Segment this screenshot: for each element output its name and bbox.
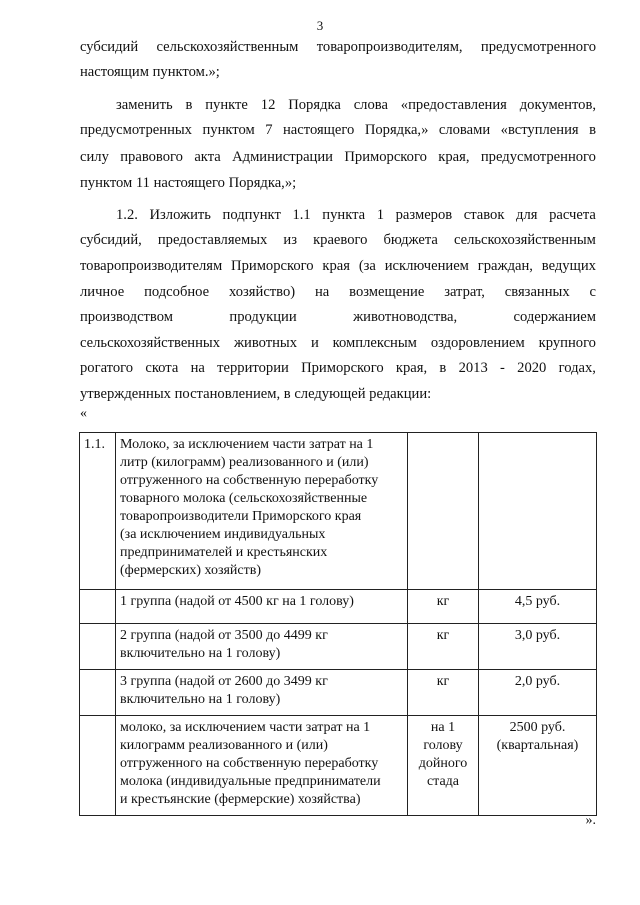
rates-table: [79, 432, 597, 816]
text-word: документов,: [519, 97, 596, 113]
text-word: в: [185, 97, 193, 113]
table-row: [80, 590, 597, 624]
cell-line: кг: [436, 674, 450, 689]
cell-line: Молоко, за исключением части затрат на 1: [120, 437, 374, 452]
text-word: «вступления: [500, 122, 579, 138]
text-word: подсобное: [144, 284, 210, 300]
text-word: края: [322, 258, 350, 274]
cell-line: 2,0 руб.: [514, 674, 561, 689]
item-number-cell: [80, 624, 116, 670]
cell-line: 3,0 руб.: [514, 628, 561, 643]
text-word: 1.1: [292, 207, 311, 223]
text-word: товаропроизводителям,: [316, 39, 463, 55]
text-word: субсидий: [80, 39, 139, 55]
text-word: сельскохозяйственным: [156, 39, 299, 55]
description-cell: [116, 670, 408, 716]
cell-line: килограмм реализованного и (или): [120, 738, 328, 753]
text-line: [80, 358, 596, 378]
cell-line: товаропроизводители Приморского края: [120, 509, 362, 524]
text-line: [80, 256, 596, 276]
text-word: 1: [376, 207, 385, 223]
text-word: предусмотренных: [80, 122, 192, 138]
text-word: ведущих: [541, 258, 596, 274]
text-word: личное: [80, 284, 125, 300]
cell-line: литр (килограмм) реализованного и (или): [120, 455, 369, 470]
text-word: и: [310, 335, 319, 351]
text-word: рогатого: [80, 360, 134, 376]
text-word: 12: [260, 97, 276, 113]
rate-cell: [479, 624, 597, 670]
text-word: (за: [358, 258, 376, 274]
text-line: [80, 37, 596, 57]
text-word: возмещение: [349, 284, 425, 300]
text-word: подпункт: [222, 207, 281, 223]
table-row: [80, 433, 597, 590]
item-number-cell: [80, 590, 116, 624]
text-word: Администрации: [232, 149, 333, 165]
cell-line: 1 группа (надой от 4500 кг на 1 голову): [120, 594, 354, 609]
cell-line: молоко, за исключением части затрат на 1: [120, 720, 371, 735]
table-row: [80, 716, 597, 816]
text-word: хозяйство): [229, 284, 296, 300]
text-word: животных: [233, 335, 298, 351]
text-word: в: [589, 122, 596, 138]
text-word: производством: [80, 309, 173, 325]
cell-line: 2 группа (надой от 3500 до 4499 кг: [120, 628, 328, 643]
text-word: Приморского: [301, 360, 384, 376]
text-word: пунктом: [202, 122, 255, 138]
text-word: исключением: [384, 258, 469, 274]
text-word: 2013: [458, 360, 488, 376]
text-line: [80, 147, 596, 167]
description-cell: [116, 716, 408, 816]
rate-cell: [479, 716, 597, 816]
text-line: [80, 282, 596, 302]
text-word: животноводства,: [353, 309, 458, 325]
cell-line: товарного молока (сельскохозяйственные: [120, 491, 368, 506]
text-word: Порядка,»: [364, 122, 429, 138]
text-line: [80, 307, 596, 327]
text-word: предоставляемых: [157, 232, 268, 248]
text-word: заменить: [116, 97, 173, 113]
description-cell: [116, 590, 408, 624]
opening-quote: «: [80, 406, 87, 421]
cell-line: (квартальная): [496, 738, 579, 753]
text-word: комплексным: [332, 335, 417, 351]
text-word: на: [190, 360, 205, 376]
text-word: продукции: [229, 309, 297, 325]
text-word: размеров: [395, 207, 453, 223]
text-word: слова: [353, 97, 388, 113]
unit-cell: [408, 590, 479, 624]
cell-line: кг: [436, 594, 450, 609]
text-line: [116, 205, 596, 225]
page-number: 3: [316, 18, 324, 33]
text-word: расчета: [549, 207, 596, 223]
cell-line: дойного: [418, 756, 468, 771]
text-word: правового: [120, 149, 183, 165]
item-number-cell: 1.1.: [80, 433, 116, 590]
cell-line: 2500 руб.: [509, 720, 566, 735]
text-word: настоящего: [283, 122, 355, 138]
text-word: крупного: [538, 335, 596, 351]
text-word: «предоставления: [400, 97, 507, 113]
unit-cell: [408, 433, 479, 590]
text-word: Приморского: [231, 258, 314, 274]
text-word: предусмотренного: [480, 149, 596, 165]
text-line: настоящим пунктом.»;: [80, 64, 220, 80]
text-word: 2020: [517, 360, 547, 376]
text-line: [80, 230, 596, 250]
text-word: Приморского: [344, 149, 427, 165]
cell-line: (фермерских) хозяйств): [120, 563, 262, 578]
rate-cell: [479, 670, 597, 716]
text-word: силу: [80, 149, 109, 165]
cell-line: кг: [436, 628, 450, 643]
text-word: края,: [438, 149, 470, 165]
text-word: годах,: [558, 360, 596, 376]
text-word: на: [315, 284, 330, 300]
cell-line: отгруженного на собственную переработку: [120, 473, 379, 488]
closing-quote: ».: [585, 813, 596, 828]
text-word: сельскохозяйственным: [453, 232, 596, 248]
text-line: [116, 95, 596, 115]
description-cell: [116, 624, 408, 670]
cell-line: включительно на 1 голову): [120, 646, 281, 661]
text-word: Порядка: [288, 97, 341, 113]
text-line: [80, 120, 596, 140]
text-word: 7: [265, 122, 273, 138]
text-word: из: [283, 232, 297, 248]
unit-cell: [408, 716, 479, 816]
text-word: в: [439, 360, 447, 376]
text-word: пункте: [205, 97, 248, 113]
unit-cell: [408, 624, 479, 670]
cell-line: на 1: [430, 720, 456, 735]
text-word: содержанием: [513, 309, 596, 325]
text-word: Изложить: [149, 207, 211, 223]
text-word: краевого: [313, 232, 368, 248]
cell-line: включительно на 1 голову): [120, 692, 281, 707]
text-word: пункта: [322, 207, 366, 223]
table-row: [80, 624, 597, 670]
text-word: бюджета: [383, 232, 438, 248]
text-word: скота: [145, 360, 179, 376]
text-word: оздоровлением: [430, 335, 525, 351]
cell-line: 3 группа (надой от 2600 до 3499 кг: [120, 674, 328, 689]
text-word: -: [500, 360, 505, 376]
cell-line: и крестьянские (фермерские) хозяйства): [120, 792, 361, 807]
text-word: 1.2.: [116, 207, 138, 223]
rate-cell: [479, 433, 597, 590]
text-word: сельскохозяйственных: [80, 335, 221, 351]
text-word: акта: [194, 149, 221, 165]
cell-line: предпринимателей и крестьянских: [120, 545, 328, 560]
text-word: словами: [438, 122, 491, 138]
cell-line: (за исключением индивидуальных: [120, 527, 326, 542]
text-word: граждан,: [477, 258, 533, 274]
text-word: территории: [217, 360, 289, 376]
text-word: затрат,: [444, 284, 485, 300]
text-line: пунктом 11 настоящего Порядка,»;: [80, 175, 297, 191]
cell-line: отгруженного на собственную переработку: [120, 756, 379, 771]
unit-cell: [408, 670, 479, 716]
text-line: утвержденных постановлением, в следующей редакции:: [80, 386, 432, 402]
text-word: ставок: [463, 207, 505, 223]
text-word: края,: [395, 360, 428, 376]
table-row: [80, 670, 597, 716]
cell-line: молока (индивидуальные предприниматели: [120, 774, 381, 789]
cell-line: 4,5 руб.: [514, 594, 561, 609]
rate-cell: [479, 590, 597, 624]
text-word: предусмотренного: [480, 39, 596, 55]
text-word: товаропроизводителям: [80, 258, 223, 274]
item-number-cell: [80, 670, 116, 716]
cell-line: голову: [423, 738, 463, 753]
text-word: с: [589, 284, 596, 300]
text-line: [80, 333, 596, 353]
text-word: связанных: [504, 284, 570, 300]
cell-line: стада: [426, 774, 460, 789]
text-word: субсидий,: [80, 232, 142, 248]
text-word: для: [516, 207, 538, 223]
description-cell: [116, 433, 408, 590]
item-number-cell: [80, 716, 116, 816]
